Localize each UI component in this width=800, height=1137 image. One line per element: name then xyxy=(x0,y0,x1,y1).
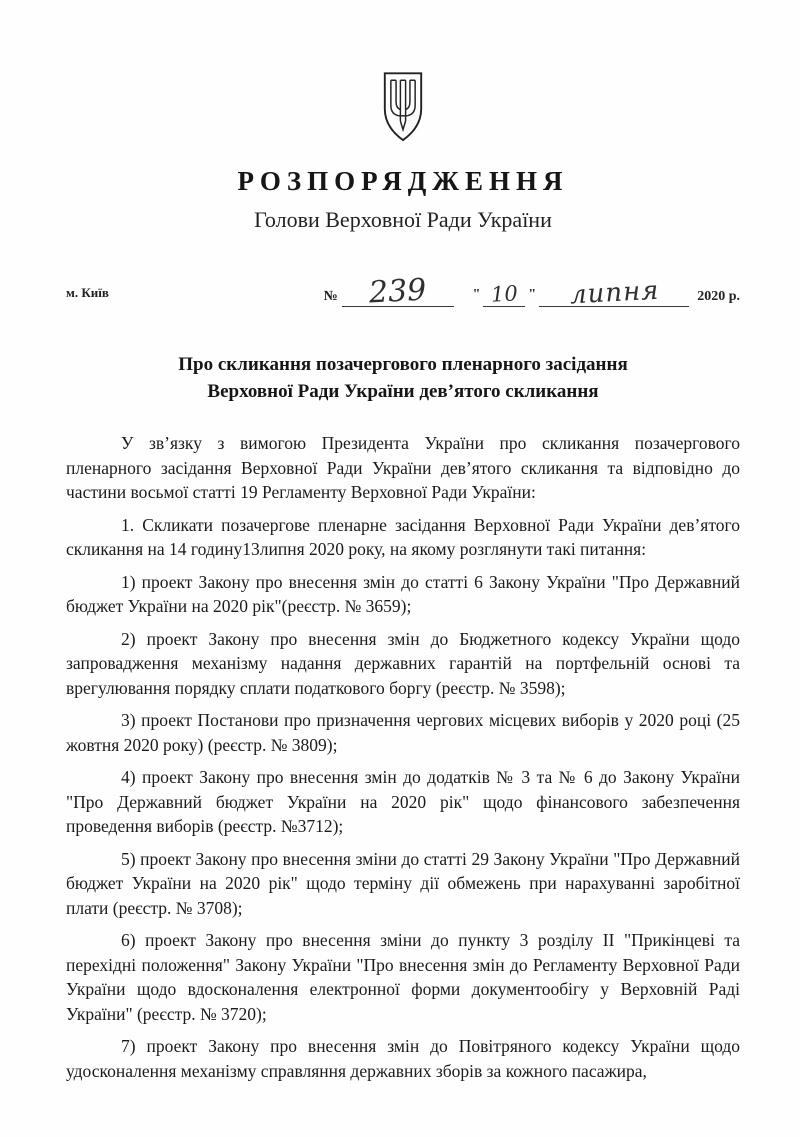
document-type-heading: РОЗПОРЯДЖЕННЯ xyxy=(237,166,569,196)
handwritten-number: 239 xyxy=(368,272,428,311)
document-title-line1: Про скликання позачергового пленарного засідання xyxy=(178,354,628,375)
issuer-line: Голови Верховної Ради України xyxy=(254,207,552,232)
paragraph-intro: У зв’язку з вимогою Президента України про скликання позачергового пленарного засідання Верховної Ради України дев’ятого скликання та відповідно до частини восьмої статті 19 Регламенту Верховної Ради України: xyxy=(66,433,740,502)
place-label: м. Київ xyxy=(66,285,109,300)
open-quote: " xyxy=(472,287,481,302)
month-blank xyxy=(539,275,689,311)
paragraph-item-6: 6) проект Закону про внесення зміни до пункту 3 розділу II "Прикінцеві та перехідні положення" Закону України "Про внесення змін до Регламенту Верховної Ради України щодо вдосконалення електронної форми документообігу у Верховній Раді України" (реєстр. № 3720); xyxy=(66,930,740,1024)
year-suffix: 2020 р. xyxy=(697,289,740,304)
number-blank xyxy=(342,272,454,311)
dateline-row xyxy=(66,267,740,311)
paragraph-item-3: 3) проект Постанови про призначення чергових місцевих виборів у 2020 році (25 жовтня 2020 року) (реєстр. № 3809); xyxy=(66,710,740,755)
emblem-container xyxy=(66,70,740,150)
close-quote: " xyxy=(528,287,537,302)
paragraph-item-1: 1) проект Закону про внесення змін до статті 6 Закону України "Про Державний бюджет України на 2020 рік"(реєстр. № 3659); xyxy=(66,571,740,616)
handwritten-month: липня xyxy=(568,275,660,311)
day-blank xyxy=(483,281,525,307)
paragraph-point-1: 1. Скликати позачергове пленарне засідання Верховної Ради України дев’ятого скликання на 14 годину13липня 2020 року, на якому розглянути такі питання: xyxy=(66,514,740,559)
paragraph-item-7: 7) проект Закону про внесення змін до Повітряного кодексу України щодо удосконалення механізму справляння державних зборів за кожного пасажира, xyxy=(66,1036,740,1081)
number-sign: № xyxy=(323,289,338,304)
paragraph-item-5: 5) проект Закону про внесення зміни до статті 29 Закону України "Про Державний бюджет України на 2020 рік" щодо терміну дії обмежень при нарахуванні заробітної плати (реєстр. № 3708); xyxy=(66,848,740,918)
document-title-line2: Верховної Ради України дев’ятого скликання xyxy=(207,381,599,402)
document-title xyxy=(66,351,740,405)
paragraph-item-4: 4) проект Закону про внесення змін до додатків № 3 та № 6 до Закону України "Про Державний бюджет України на 2020 рік" щодо фінансового забезпечення проведення виборів (реєстр. №3712); xyxy=(66,767,740,836)
document-body xyxy=(66,431,740,1083)
number-and-date xyxy=(323,272,740,311)
ukraine-trident-emblem-icon xyxy=(377,133,429,150)
handwritten-day: 10 xyxy=(490,281,519,307)
paragraph-item-2: 2) проект Закону про внесення змін до Бюджетного кодексу України щодо запровадження механізму надання державних гарантій на портфельній основі та врегулювання порядку сплати податкового боргу (реєстр. № 3598); xyxy=(66,628,740,698)
